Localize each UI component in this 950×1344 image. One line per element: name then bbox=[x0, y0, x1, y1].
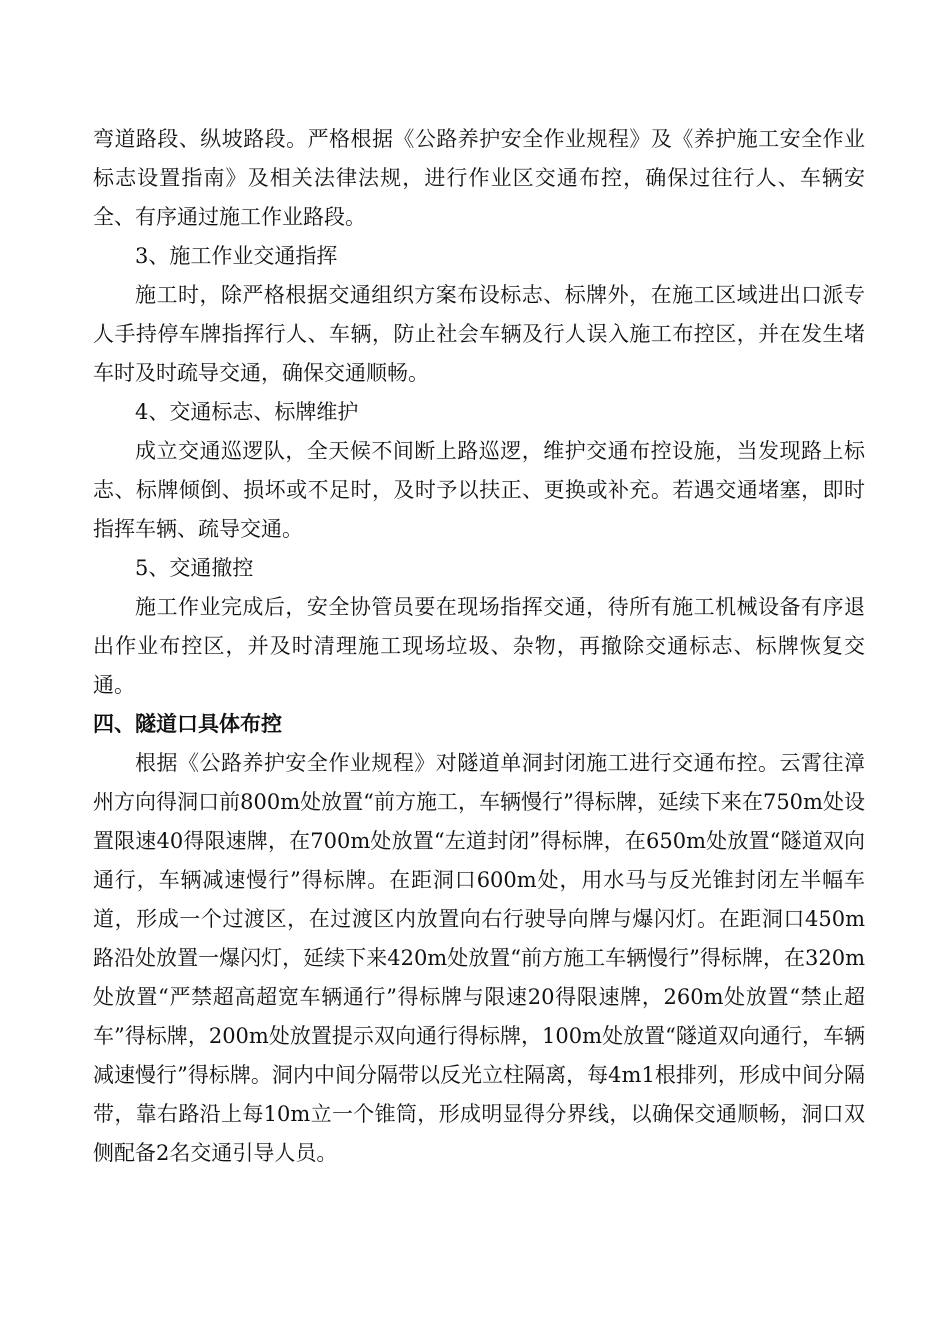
chapter-heading-tunnel: 四、隧道口具体布控 bbox=[93, 712, 282, 736]
paragraph-traffic-command: 施工时，除严格根据交通组织方案布设标志、标牌外，在施工区域进出口派专人手持停车牌指挥行人、车辆，防止社会车辆及行人误入施工布控区，并在发生堵车时及时疏导交通，确保交通顺畅。 bbox=[93, 283, 865, 385]
document-page bbox=[93, 120, 865, 1173]
paragraph-traffic-withdrawal: 施工作业完成后，安全协管员要在现场指挥交通，待所有施工机械设备有序退出作业布控区，并及时清理施工现场垃圾、杂物，再撤除交通标志、标牌恢复交通。 bbox=[93, 595, 865, 697]
section-heading-5: 5、交通撤控 bbox=[135, 556, 254, 580]
section-heading-3: 3、施工作业交通指挥 bbox=[135, 244, 338, 268]
paragraph-tunnel-control: 根据《公路养护安全作业规程》对隧道单洞封闭施工进行交通布控。云霄往漳州方向得洞口前800m处放置“前方施工，车辆慢行”得标牌，延续下来在750m处设置限速40得限速牌，在700m处放置“左道封闭”得标牌，在650m处放置“隧道双向通行，车辆减速慢行”得标牌。在距洞口600m处，用水马与反光锥封闭左半幅车道，形成一个过渡区，在过渡区内放置向右行驶导向牌与爆闪灯。在距洞口450m路沿处放置一爆闪灯，延续下来420m处放置“前方施工车辆慢行”得标牌，在320m处放置“严禁超高超宽车辆通行”得标牌与限速20得限速牌，260m处放置“禁止超车”得标牌，200m处放置提示双向通行得标牌，100m处放置“隧道双向通行，车辆减速慢行”得标牌。洞内中间分隔带以反光立柱隔离，每4m1根排列，形成中间分隔带，靠右路沿上每10m立一个锥筒，形成明显得分界线，以确保交通顺畅，洞口双侧配备2名交通引导人员。 bbox=[93, 751, 865, 1165]
paragraph-sign-maintenance: 成立交通巡逻队，全天候不间断上路巡逻，维护交通布控设施，当发现路上标志、标牌倾倒、损坏或不足时，及时予以扶正、更换或补充。若遇交通堵塞，即时指挥车辆、疏导交通。 bbox=[93, 439, 865, 541]
paragraph-continuation: 弯道路段、纵坡路段。严格根据《公路养护安全作业规程》及《养护施工安全作业标志设置指南》及相关法律法规，进行作业区交通布控，确保过往行人、车辆安全、有序通过施工作业路段。 bbox=[93, 127, 865, 229]
section-heading-4: 4、交通标志、标牌维护 bbox=[135, 400, 359, 424]
